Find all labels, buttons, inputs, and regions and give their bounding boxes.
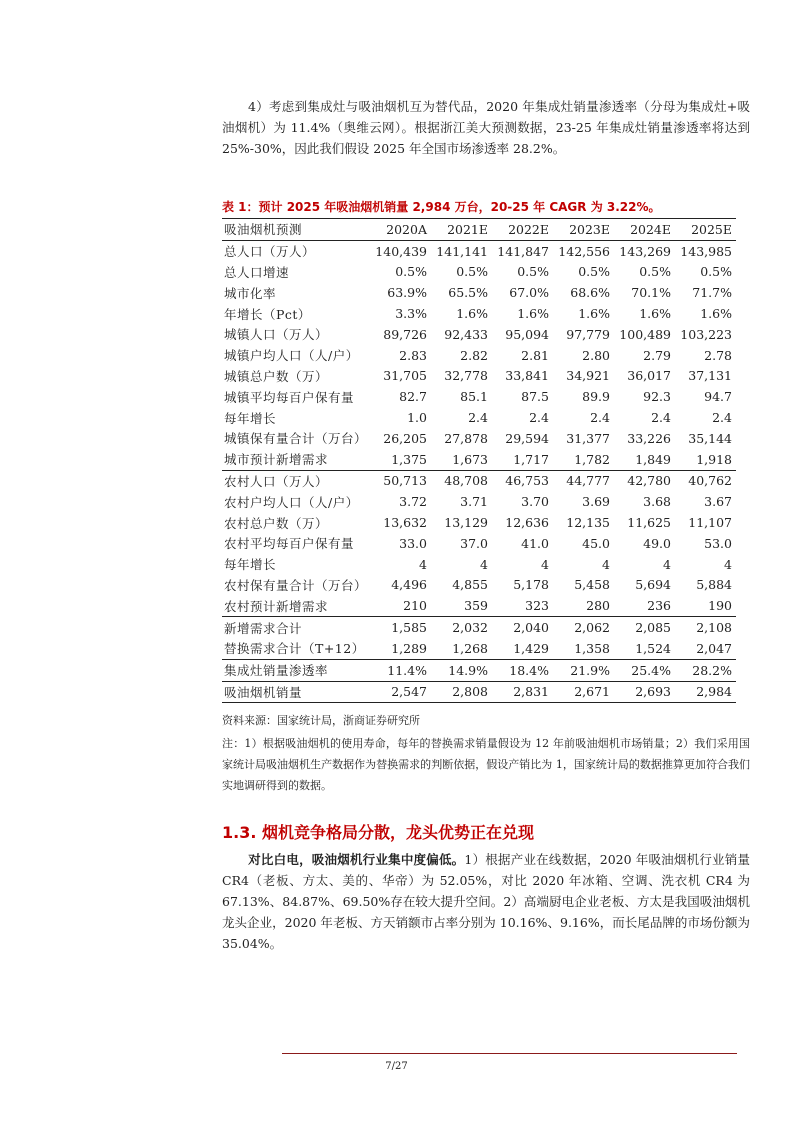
table-cell: 33,226	[627, 430, 671, 446]
table-cell: 89.9	[582, 389, 610, 405]
table-cell: 49.0	[643, 535, 671, 551]
table-row-label: 年增长（Pct）	[224, 306, 311, 322]
table-cell: 89,726	[383, 326, 427, 342]
table-cell: 1.6%	[517, 306, 549, 322]
table-cell: 48,708	[431, 470, 492, 491]
intro-paragraph-text: 4）考虑到集成灶与吸油烟机互为替代品，2020 年集成灶销量渗透率（分母为集成灶+吸油烟机）为 11.4%（奥维云网）。根据浙江美大预测数据，23-25 年集成灶销量渗透率将达到 25%-30%，因此我们假设 2025 年全国市场渗透率 28.2%。	[222, 99, 750, 156]
table-row-label: 每年增长	[224, 410, 277, 426]
table-row-label: 每年增长	[224, 557, 277, 573]
intro-paragraph	[222, 96, 750, 159]
table-title: 表 1：预计 2025 年吸油烟机销量 2,984 万台，20-25 年 CAGR 为 3.22%。	[222, 200, 661, 214]
table-cell: 13,632	[383, 515, 427, 531]
table-cell: 3.67	[704, 494, 732, 510]
table-cell: 11.4%	[370, 659, 431, 681]
table-row-label: 城镇人口（万人）	[224, 327, 329, 343]
table-cell: 140,439	[375, 243, 427, 259]
table-row	[222, 386, 736, 407]
table-cell: 34,921	[566, 368, 610, 384]
table-cell: 1,849	[635, 451, 671, 467]
table-cell: 33.0	[399, 535, 427, 551]
table-row-label: 吸油烟机销量	[222, 681, 370, 703]
table-cell: 70.1%	[631, 285, 671, 301]
table-cell: 2.4	[590, 410, 610, 426]
table-cell: 190	[708, 598, 732, 614]
table-cell: 142,556	[558, 243, 610, 259]
table-cell: 2,984	[675, 681, 736, 703]
table-cell: 18.4%	[492, 659, 553, 681]
table-cell: 0.5%	[639, 264, 671, 280]
table-row	[222, 282, 736, 303]
table-header-year: 2025E	[675, 219, 736, 241]
table-cell: 1,717	[513, 451, 549, 467]
table-row	[222, 262, 736, 283]
table-cell: 359	[464, 598, 488, 614]
table-row	[222, 638, 736, 659]
table-row-label: 总人口（万人）	[224, 244, 316, 260]
table-cell: 3.72	[399, 494, 427, 510]
table-cell: 2,085	[614, 617, 675, 638]
table-cell: 1.0	[407, 410, 427, 426]
table-cell: 0.5%	[456, 264, 488, 280]
table-cell: 2.83	[399, 347, 427, 363]
table-row-label: 农村人口（万人）	[222, 470, 370, 491]
footer-divider	[282, 1053, 737, 1054]
table-cell: 37.0	[460, 535, 488, 551]
table-cell: 21.9%	[553, 659, 614, 681]
table-row-label: 农村户均人口（人/户）	[224, 494, 359, 510]
table-row	[222, 449, 736, 470]
table-header-year: 2020A	[370, 219, 431, 241]
table-cell: 44,777	[553, 470, 614, 491]
table-row-label: 集成灶销量渗透率	[222, 659, 370, 681]
table-note: 注：1）根据吸油烟机的使用寿命，每年的替换需求销量假设为 12 年前吸油烟机市场销量；2）我们采用国家统计局吸油烟机生产数据作为替换需求的判断依据，假设产销比为 1，国家统计局的数据推算更加符合我们实地调研得到的数据。	[222, 737, 750, 792]
table-cell: 27,878	[444, 430, 488, 446]
table-cell: 46,753	[492, 470, 553, 491]
table-cell: 0.5%	[700, 264, 732, 280]
table-cell: 2.4	[651, 410, 671, 426]
table-cell: 3.68	[643, 494, 671, 510]
table-cell: 2.82	[460, 347, 488, 363]
table-cell: 1,375	[391, 451, 427, 467]
table-row	[222, 595, 736, 616]
table-cell: 95,094	[505, 326, 549, 342]
table-cell: 1,782	[574, 451, 610, 467]
table-row	[222, 303, 736, 324]
table-row	[222, 659, 736, 681]
table-cell: 2,032	[431, 617, 492, 638]
table-cell: 1,673	[452, 451, 488, 467]
table-cell: 2,671	[553, 681, 614, 703]
table-cell: 1,585	[370, 617, 431, 638]
table-row	[222, 575, 736, 596]
section-body-text: 1）根据产业在线数据，2020 年吸油烟机行业销量 CR4（老板、方太、美的、华帝）为 52.05%，对比 2020 年冰箱、空调、洗衣机 CR4 为 67.13%、84.87%、69.50%存在较大提升空间。2）高端厨电企业老板、方太是我国吸油烟机龙头企业，2020 年老板、方天销额市占率分别为 10.16%、9.16%，而长尾品牌的市场份额为 35.04%。	[222, 852, 750, 951]
table-cell: 97,779	[566, 326, 610, 342]
table-cell: 2,808	[431, 681, 492, 703]
section-title: 1.3. 烟机竞争格局分散，龙头优势正在兑现	[222, 823, 534, 842]
table-cell: 2.81	[521, 347, 549, 363]
table-cell: 2,831	[492, 681, 553, 703]
table-cell: 2.4	[468, 410, 488, 426]
table-row	[222, 240, 736, 261]
table-cell: 26,205	[383, 430, 427, 446]
table-cell: 4	[480, 556, 488, 572]
section-paragraph	[222, 849, 750, 954]
table-cell: 2,108	[675, 617, 736, 638]
forecast-table	[222, 218, 736, 703]
table-cell: 2.79	[643, 347, 671, 363]
table-cell: 2,547	[370, 681, 431, 703]
table-row	[222, 470, 736, 491]
table-cell: 71.7%	[692, 285, 732, 301]
table-row	[222, 533, 736, 554]
table-cell: 1,358	[574, 640, 610, 656]
table-cell: 1.6%	[456, 306, 488, 322]
table-row	[222, 324, 736, 345]
table-header-year: 2024E	[614, 219, 675, 241]
table-cell: 36,017	[627, 368, 671, 384]
table-cell: 3.3%	[395, 306, 427, 322]
table-cell: 65.5%	[448, 285, 488, 301]
table-row	[222, 554, 736, 575]
table-cell: 5,884	[696, 577, 732, 593]
table-cell: 31,705	[383, 368, 427, 384]
table-source: 资料来源：国家统计局，浙商证券研究所	[222, 714, 420, 727]
table-header-row	[222, 219, 736, 241]
table-row	[222, 407, 736, 428]
table-cell: 94.7	[704, 389, 732, 405]
table-cell: 1,289	[391, 640, 427, 656]
table-cell: 2,062	[553, 617, 614, 638]
table-cell: 2,693	[614, 681, 675, 703]
table-cell: 280	[586, 598, 610, 614]
table-cell: 1,268	[452, 640, 488, 656]
table-cell: 25.4%	[614, 659, 675, 681]
table-row	[222, 428, 736, 449]
table-cell: 37,131	[688, 368, 732, 384]
table-row-label: 城市预计新增需求	[224, 452, 329, 468]
table-cell: 1,918	[696, 451, 732, 467]
table-cell: 11,625	[627, 515, 671, 531]
table-cell: 143,269	[619, 243, 671, 259]
table-cell: 1.6%	[578, 306, 610, 322]
table-row	[222, 366, 736, 387]
table-cell: 50,713	[370, 470, 431, 491]
table-cell: 11,107	[688, 515, 732, 531]
table-cell: 92,433	[444, 326, 488, 342]
table-header-year: 2021E	[431, 219, 492, 241]
table-cell: 236	[647, 598, 671, 614]
table-cell: 63.9%	[387, 285, 427, 301]
table-row-label: 农村平均每百户保有量	[224, 536, 355, 552]
table-cell: 40,762	[675, 470, 736, 491]
table-cell: 29,594	[505, 430, 549, 446]
page-number: 7/27	[385, 1061, 408, 1072]
table-cell: 4	[663, 556, 671, 572]
table-cell: 35,144	[688, 430, 732, 446]
table-cell: 1.6%	[639, 306, 671, 322]
table-cell: 13,129	[444, 515, 488, 531]
table-cell: 1.6%	[700, 306, 732, 322]
table-cell: 3.71	[460, 494, 488, 510]
table-cell: 141,141	[436, 243, 488, 259]
table-cell: 5,458	[574, 577, 610, 593]
table-row-label: 新增需求合计	[222, 617, 370, 638]
table-cell: 53.0	[704, 535, 732, 551]
table-cell: 67.0%	[509, 285, 549, 301]
table-cell: 4	[541, 556, 549, 572]
table-cell: 12,135	[566, 515, 610, 531]
table-cell: 5,694	[635, 577, 671, 593]
table-row-label: 农村预计新增需求	[224, 598, 329, 614]
table-cell: 2,040	[492, 617, 553, 638]
table-cell: 4	[724, 556, 732, 572]
table-cell: 42,780	[614, 470, 675, 491]
table-row-label: 城市化率	[224, 285, 277, 301]
table-row-label: 总人口增速	[224, 264, 290, 280]
table-cell: 4	[419, 556, 427, 572]
table-row-label: 城镇平均每百户保有量	[224, 389, 355, 405]
table-cell: 4,496	[391, 577, 427, 593]
table-cell: 323	[525, 598, 549, 614]
table-cell: 143,985	[680, 243, 732, 259]
section-lead-bold: 对比白电，吸油烟机行业集中度偏低。	[248, 852, 465, 867]
table-cell: 141,847	[497, 243, 549, 259]
table-cell: 31,377	[566, 430, 610, 446]
table-cell: 14.9%	[431, 659, 492, 681]
table-cell: 32,778	[444, 368, 488, 384]
table-cell: 82.7	[399, 389, 427, 405]
table-cell: 0.5%	[578, 264, 610, 280]
table-cell: 92.3	[643, 389, 671, 405]
table-cell: 100,489	[619, 326, 671, 342]
table-row-label: 城镇保有量合计（万台）	[224, 431, 368, 447]
table-cell: 103,223	[680, 326, 732, 342]
table-cell: 4	[602, 556, 610, 572]
table-header-year: 2023E	[553, 219, 614, 241]
table-cell: 41.0	[521, 535, 549, 551]
table-row-label: 农村保有量合计（万台）	[224, 577, 368, 593]
table-cell: 87.5	[521, 389, 549, 405]
table-row	[222, 512, 736, 533]
table-row-label: 城镇户均人口（人/户）	[224, 348, 359, 364]
table-cell: 28.2%	[675, 659, 736, 681]
table-cell: 4,855	[452, 577, 488, 593]
table-header-label: 吸油烟机预测	[222, 219, 370, 241]
table-cell: 3.70	[521, 494, 549, 510]
table-row-label: 城镇总户数（万）	[224, 368, 329, 384]
table-cell: 45.0	[582, 535, 610, 551]
table-cell: 2.4	[712, 410, 732, 426]
table-cell: 2,047	[696, 640, 732, 656]
table-cell: 210	[403, 598, 427, 614]
table-cell: 12,636	[505, 515, 549, 531]
table-cell: 1,524	[635, 640, 671, 656]
table-cell: 33,841	[505, 368, 549, 384]
table-row	[222, 345, 736, 366]
table-cell: 85.1	[460, 389, 488, 405]
table-row-label: 农村总户数（万）	[224, 515, 329, 531]
table-cell: 5,178	[513, 577, 549, 593]
table-cell: 0.5%	[395, 264, 427, 280]
table-row	[222, 617, 736, 638]
table-row	[222, 491, 736, 512]
table-header-year: 2022E	[492, 219, 553, 241]
table-cell: 2.78	[704, 347, 732, 363]
table-row	[222, 681, 736, 703]
table-cell: 1,429	[513, 640, 549, 656]
table-cell: 0.5%	[517, 264, 549, 280]
table-cell: 68.6%	[570, 285, 610, 301]
table-row-label: 替换需求合计（T+12）	[224, 641, 365, 657]
table-cell: 2.80	[582, 347, 610, 363]
table-cell: 2.4	[529, 410, 549, 426]
table-cell: 3.69	[582, 494, 610, 510]
